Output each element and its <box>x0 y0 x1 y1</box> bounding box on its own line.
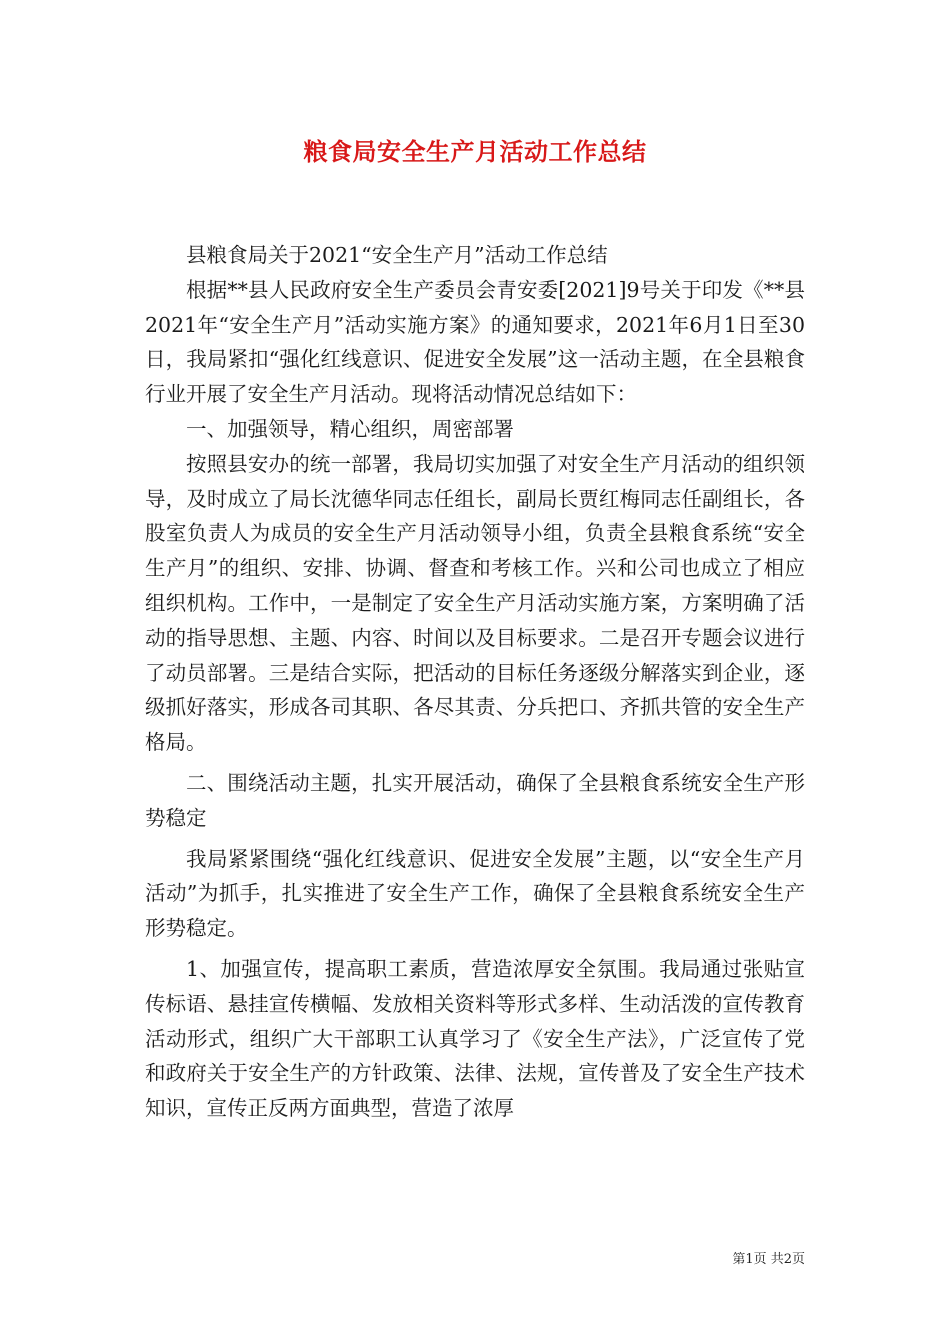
document-body <box>145 238 805 1126</box>
page-number: 第1页 共2页 <box>732 1252 805 1267</box>
document-title: 粮食局安全生产月活动工作总结 <box>303 138 647 166</box>
section-heading-2: 二、围绕活动主题，扎实开展活动，确保了全县粮食系统安全生产形势稳定 <box>145 770 805 830</box>
section-2-paragraph: 我局紧紧围绕“强化红线意识、促进安全发展”主题，以“安全生产月活动”为抓手，扎实推进了安全生产工作，确保了全县粮食系统安全生产形势稳定。 <box>145 846 805 941</box>
intro-paragraph: 根据**县人民政府安全生产委员会青安委[2021]9号关于印发《**县2021年“安全生产月”活动实施方案》的通知要求，2021年6月1日至30日，我局紧扣“强化红线意识、促进安全发展”这一活动主题，在全县粮食行业开展了安全生产月活动。现将活动情况总结如下： <box>145 277 805 407</box>
item-1-paragraph: 1、加强宣传，提高职工素质，营造浓厚安全氛围。我局通过张贴宣传标语、悬挂宣传横幅、发放相关资料等形式多样、生动活泼的宣传教育活动形式，组织广大干部职工认真学习了《安全生产法》，广泛宣传了党和政府关于安全生产的方针政策、法律、法规，宣传普及了安全生产技术知识，宣传正反两方面典型，营造了浓厚 <box>145 956 805 1121</box>
section-heading-1: 一、加强领导，精心组织，周密部署 <box>186 416 514 441</box>
section-1-paragraph: 按照县安办的统一部署，我局切实加强了对安全生产月活动的组织领导，及时成立了局长沈德华同志任组长，副局长贾红梅同志任副组长，各股室负责人为成员的安全生产月活动领导小组，负责全县粮食系统“安全生产月”的组织、安排、协调、督查和考核工作。兴和公司也成立了相应组织机构。工作中，一是制定了安全生产月活动实施方案，方案明确了活动的指导思想、主题、内容、时间以及目标要求。二是召开专题会议进行了动员部署。三是结合实际，把活动的目标任务逐级分解落实到企业，逐级抓好落实，形成各司其职、各尽其责、分兵把口、齐抓共管的安全生产格局。 <box>145 451 805 755</box>
subtitle-paragraph: 县粮食局关于2021“安全生产月”活动工作总结 <box>186 243 608 267</box>
